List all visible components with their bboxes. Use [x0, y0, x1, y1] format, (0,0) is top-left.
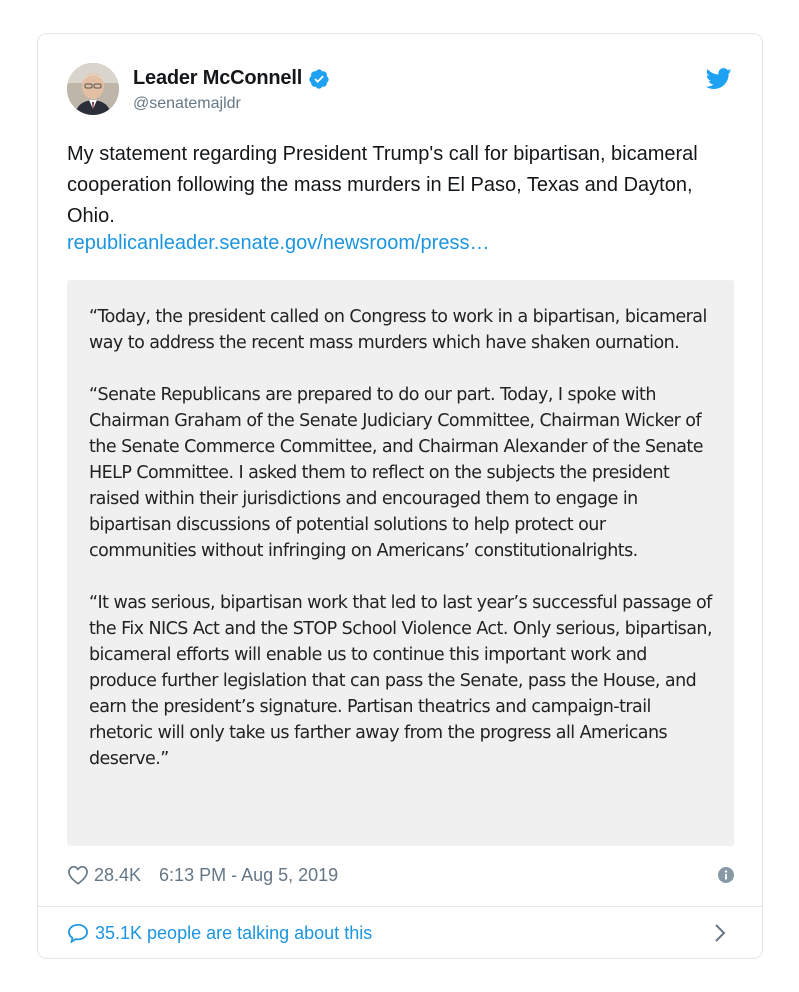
tweet-link[interactable]: republicanleader.senate.gov/newsroom/press… [67, 232, 490, 254]
statement-image[interactable] [67, 280, 734, 846]
tweet-card [37, 33, 763, 959]
chevron-right-icon [714, 923, 726, 943]
timestamp[interactable]: 6:13 PM - Aug 5, 2019 [159, 864, 339, 885]
verified-badge-icon [308, 68, 330, 90]
divider [38, 906, 762, 907]
talking-count: 35.1K people are talking about this [95, 922, 373, 943]
avatar-portrait [67, 63, 119, 115]
like-count[interactable]: 28.4K [94, 864, 142, 885]
statement-paragraph-2: “Senate Republicans are prepared to do our part. Today, I spoke with Chairman Graham of the Senate Judiciary Committee, Chairman Wicker of the Senate Commerce Committee, and Chairman Alexander of the Senate HELP Committee. I asked them to reflect on the subjects the president raised within their jurisdictions and encouraged them to engage in bipartisan discussions of potential solutions to help protect our communities without infringing on Americans’ constitutionalrights. [89, 385, 703, 561]
heart-icon[interactable] [67, 865, 89, 885]
statement-paragraph-1: “Today, the president called on Congress to work in a bipartisan, bicameral way to address the recent mass murders which have shaken ournation. [89, 307, 707, 353]
meta-row [67, 862, 734, 888]
twitter-bird-icon[interactable] [706, 68, 732, 90]
conversation-link[interactable] [67, 919, 734, 947]
author-name[interactable]: Leader McConnell [133, 67, 303, 89]
statement-paragraph-3: “It was serious, bipartisan work that led to last year’s successful passage of the Fix NICS Act and the STOP School Violence Act. Only serious, bipartisan, bicameral efforts will enable us to continue this important work and produce further legislation that can pass the Senate, pass the House, and earn the president’s signature. Partisan theatrics and campaign-trail rhetoric will only take us farther away from the progress all Americans deserve.” [89, 593, 712, 769]
tweet-text: My statement regarding President Trump's call for bipartisan, bicameral cooperation following the mass murders in El Paso, Texas and Dayton, Ohio. [67, 143, 698, 227]
author-handle[interactable]: @senatemajldr [133, 95, 241, 112]
speech-bubble-icon [67, 923, 89, 943]
author-row [133, 67, 330, 90]
info-icon[interactable] [718, 867, 734, 883]
avatar[interactable] [67, 63, 119, 115]
